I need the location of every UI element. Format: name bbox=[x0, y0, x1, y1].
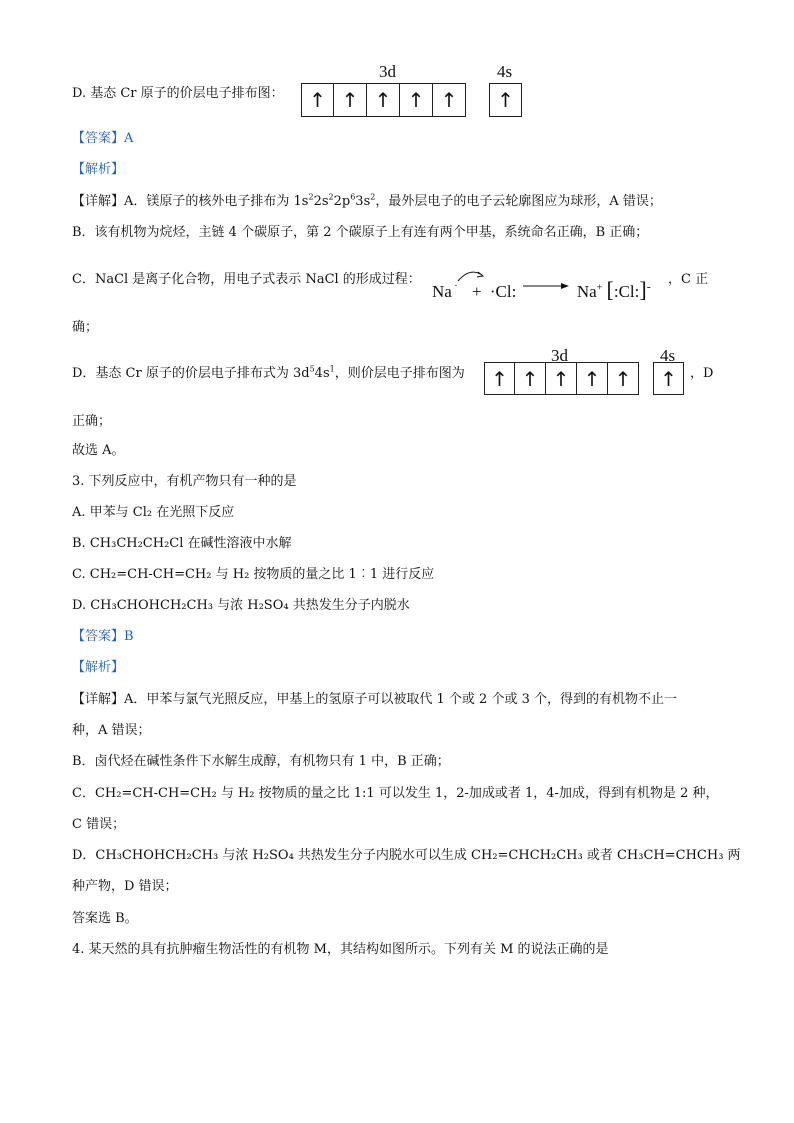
detail1-c: C．NaCl 是离子化合物，用电子式表示 NaCl 的形成过程： bbox=[72, 272, 421, 287]
question-3-option-d: D. CH₃CHOHCH₂CH₃ 与浓 H₂SO₄ 共热发生分子内脱水 bbox=[72, 598, 410, 613]
conclusion-2: 答案选 B。 bbox=[72, 911, 138, 926]
orbital-label-4s-2: 4s bbox=[660, 346, 676, 365]
option-d-text: D. 基态 Cr 原子的价层电子排布图： bbox=[72, 86, 284, 101]
question-3-option-b: B. CH₃CH₂CH₂Cl 在碱性溶液中水解 bbox=[72, 536, 292, 551]
detail2-d1: D．CH₃CHOHCH₂CH₃ 与浓 H₂SO₄ 共热发生分子内脱水可以生成 CH₂=CHCH₂CH₃ 或者 CH₃CH=CHCH₃ 两 bbox=[72, 848, 741, 863]
curved-arrow-icon bbox=[456, 267, 486, 283]
question-3-option-c: C. CH₂=CH-CH=CH₂ 与 H₂ 按物质的量之比 1︰1 进行反应 bbox=[72, 567, 435, 582]
orbital-diagram-4s-2: ↑ bbox=[653, 362, 684, 395]
orbital-diagram-3d: ↑ ↑ ↑ ↑ ↑ bbox=[301, 83, 466, 117]
detail2-d2: 种产物，D 错误； bbox=[72, 879, 178, 894]
orbital-label-3d: 3d bbox=[379, 62, 396, 81]
detail2-b: B．卤代烃在碱性条件下水解生成醇，有机物只有 1 中，B 正确； bbox=[72, 754, 450, 769]
detail2-c2: C 错误； bbox=[72, 817, 126, 832]
answer-label-2: 【答案】B bbox=[72, 629, 134, 644]
detail2-a1: 【详解】A．甲苯与氯气光照反应，甲基上的氢原子可以被取代 1 个或 2 个或 3 个，得到的有机物不止一 bbox=[72, 692, 677, 707]
detail1-c-end: ，C 正 bbox=[668, 272, 709, 287]
detail1-d-end2: 正确； bbox=[72, 414, 112, 429]
orbital-label-4s: 4s bbox=[497, 62, 513, 81]
detail1-c-end2: 确； bbox=[72, 320, 99, 335]
question-3-option-a: A. 甲苯与 Cl₂ 在光照下反应 bbox=[72, 505, 235, 520]
detail2-c1: C．CH₂=CH-CH=CH₂ 与 H₂ 按物质的量之比 1:1 可以发生 1，2-加成或者 1，4-加成，得到有机物是 2 种， bbox=[72, 786, 719, 801]
answer-label-1: 【答案】A bbox=[72, 131, 134, 146]
conclusion-1: 故选 A。 bbox=[72, 443, 125, 458]
detail1-d-end: ，D bbox=[690, 366, 714, 381]
question-3: 3. 下列反应中，有机产物只有一种的是 bbox=[72, 474, 297, 489]
orbital-label-3d-2: 3d bbox=[551, 346, 568, 365]
detail1-a: 【详解】A．镁原子的核外电子排布为 $1s^22s^22p^63s^2$，最外层电子的电子云轮廓图应为球形，A 错误； bbox=[72, 192, 662, 209]
analysis-label-1: 【解析】 bbox=[72, 162, 125, 177]
detail1-d: D．基态 Cr 原子的价层电子排布式为 $3d^54s^1$，则价层电子排布图为 bbox=[72, 364, 465, 381]
analysis-label-2: 【解析】 bbox=[72, 660, 125, 675]
detail1-b: B．该有机物为烷烃，主链 4 个碳原子，第 2 个碳原子上有连有两个甲基，系统命名正确，B 正确； bbox=[72, 225, 649, 240]
question-4: 4. 某天然的具有抗肿瘤生物活性的有机物 M，其结构如图所示。下列有关 M 的说法正确的是 bbox=[72, 942, 609, 957]
orbital-diagram-3d-2: ↑ ↑ ↑ ↑ ↑ bbox=[484, 362, 639, 395]
orbital-diagram-4s: ↑ bbox=[489, 83, 522, 117]
detail2-a2: 种，A 错误； bbox=[72, 723, 151, 738]
nacl-formation-equation: Na · + ·Cl: Na+ [:Cl:]- bbox=[432, 277, 651, 303]
